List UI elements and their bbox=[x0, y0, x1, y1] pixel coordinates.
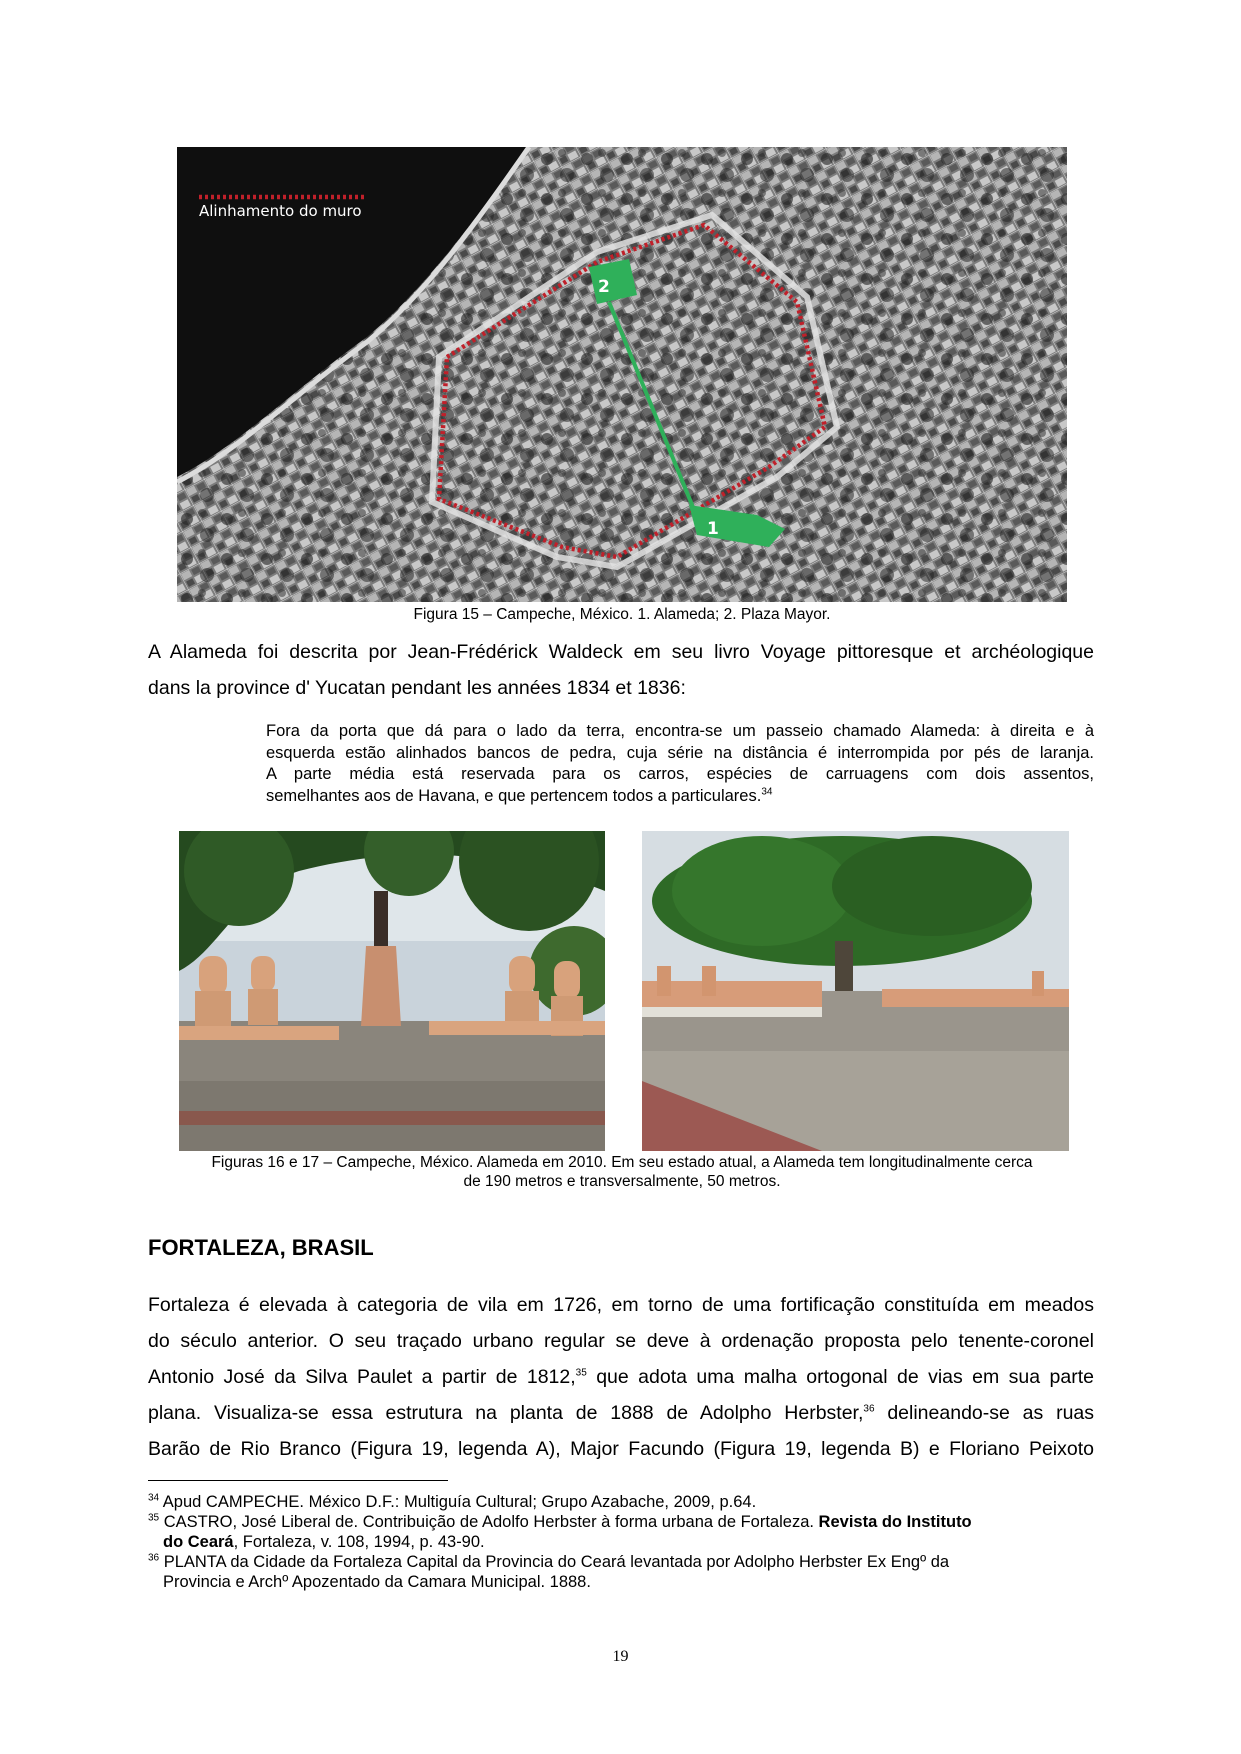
footnote-36-cont: Provincia e Archº Apozentado da Camara Municipal. 1888. bbox=[163, 1573, 591, 1591]
figures-16-17-caption bbox=[150, 1153, 1094, 1191]
map-marker-2: 2 bbox=[598, 277, 610, 297]
fortaleza-paragraph bbox=[148, 1287, 1094, 1467]
fortaleza-line-3b: que adota uma malha ortogonal de vias em sua parte bbox=[586, 1366, 1094, 1388]
footnote-36 bbox=[148, 1552, 1094, 1572]
fortaleza-line-5: Barão de Rio Branco (Figura 19, legenda A), Major Facundo (Figura 19, legenda B) e Floriano Peixoto bbox=[148, 1438, 1094, 1460]
footnote-35-text-a: CASTRO, José Liberal de. Contribuição de Adolfo Herbster à forma urbana de Fortaleza. bbox=[159, 1513, 819, 1531]
fortaleza-line-4 bbox=[148, 1395, 1094, 1431]
footnote-35-journal-b: do Ceará bbox=[163, 1533, 234, 1551]
footnote-ref-34: 34 bbox=[761, 786, 773, 797]
fortaleza-line-4a: plana. Visualiza-se essa estrutura na planta de 1888 de Adolpho Herbster, bbox=[148, 1402, 864, 1424]
footnote-35-text-b: , Fortaleza, v. 108, 1994, p. 43-90. bbox=[233, 1533, 485, 1551]
footnote-35 bbox=[148, 1512, 1094, 1532]
footnote-34-number: 34 bbox=[148, 1492, 160, 1504]
quote-line-4-text: semelhantes aos de Havana, e que pertencem todos a particulares. bbox=[266, 786, 762, 805]
quote-line-1: Fora da porta que dá para o lado da terra, encontra-se um passeio chamado Alameda: à direita e à bbox=[266, 722, 1094, 740]
footnote-ref-36: 36 bbox=[863, 1403, 875, 1415]
footnote-36-text-a: PLANTA da Cidade da Fortaleza Capital da Provincia do Ceará levantada por Adolpho Herbster Ex Engº da bbox=[159, 1553, 950, 1571]
map-legend-label: Alinhamento do muro bbox=[199, 202, 362, 220]
footnote-35-number: 35 bbox=[148, 1512, 160, 1524]
footnote-34 bbox=[148, 1492, 1094, 1512]
figure-15-caption: Figura 15 – Campeche, México. 1. Alameda; 2. Plaza Mayor. bbox=[413, 606, 831, 623]
quote-line-3: A parte média está reservada para os carros, espécies de carruagens com dois assentos, bbox=[266, 765, 1094, 783]
fortaleza-line-1: Fortaleza é elevada à categoria de vila em 1726, em torno de uma fortificação constituída em meados bbox=[148, 1294, 1094, 1316]
figures-caption-line-2: de 190 metros e transversalmente, 50 metros. bbox=[463, 1173, 781, 1190]
block-quote bbox=[266, 721, 1094, 807]
alameda-tree-photo bbox=[642, 831, 1069, 1151]
footnote-36-number: 36 bbox=[148, 1552, 160, 1564]
footnote-separator bbox=[148, 1480, 448, 1481]
footnotes bbox=[148, 1492, 1094, 1592]
figure-17-photo bbox=[642, 831, 1069, 1151]
intro-line-2: dans la province d' Yucatan pendant les années 1834 et 1836: bbox=[148, 677, 686, 699]
footnote-35-journal-a: Revista do Instituto bbox=[818, 1513, 972, 1531]
alameda-statue-photo bbox=[179, 831, 605, 1151]
fortaleza-line-4b: delineando-se as ruas bbox=[874, 1402, 1095, 1424]
fortaleza-line-3 bbox=[148, 1359, 1094, 1395]
intro-paragraph bbox=[148, 634, 1094, 706]
quote-line-4 bbox=[266, 786, 1094, 808]
section-heading: FORTALEZA, BRASIL bbox=[148, 1235, 374, 1260]
fortaleza-line-2: do século anterior. O seu traçado urbano regular se deve à ordenação proposta pelo tenente-coronel bbox=[148, 1330, 1094, 1352]
figure-15-aerial-map bbox=[177, 147, 1067, 602]
fortaleza-line-3a: Antonio José da Silva Paulet a partir de 1812, bbox=[148, 1366, 576, 1388]
map-marker-1: 1 bbox=[707, 519, 719, 539]
figures-caption-line-1: Figuras 16 e 17 – Campeche, México. Alameda em 2010. Em seu estado atual, a Alameda tem longitudinalmente cerca bbox=[211, 1154, 1033, 1171]
intro-line-1: A Alameda foi descrita por Jean-Frédérick Waldeck em seu livro Voyage pittoresque et archéologique bbox=[148, 641, 1094, 663]
page-number: 19 bbox=[612, 1648, 629, 1665]
figure-16-photo bbox=[179, 831, 605, 1151]
footnote-35-cont bbox=[148, 1532, 1094, 1552]
footnote-ref-35: 35 bbox=[575, 1367, 587, 1379]
quote-line-2: esquerda estão alinhados bancos de pedra, cuja série na distância é interrompida por pés de laranja. bbox=[266, 743, 1094, 762]
footnote-34-text: Apud CAMPECHE. México D.F.: Multiguía Cultural; Grupo Azabache, 2009, p.64. bbox=[159, 1493, 757, 1511]
